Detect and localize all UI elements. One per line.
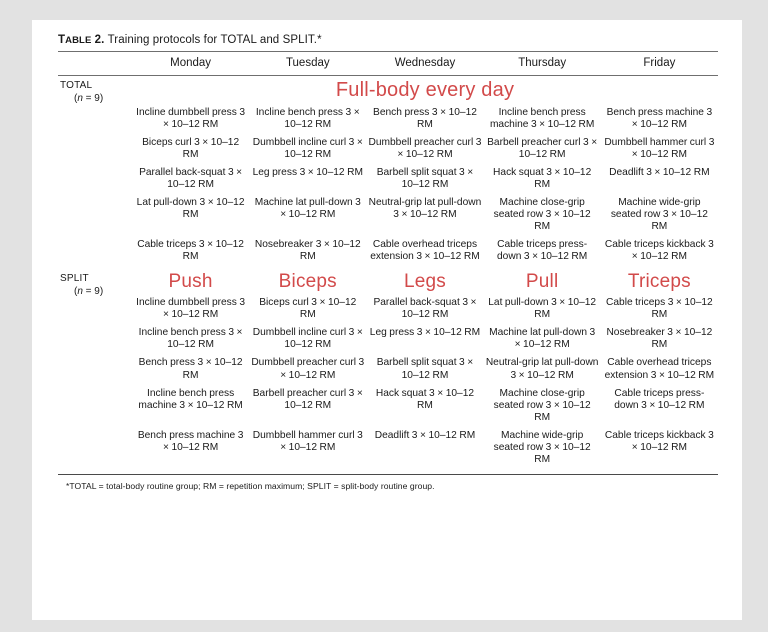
total-banner-row [58,76,718,107]
column-header-tuesday: Tuesday [285,57,330,69]
group-n-total: (n = 9) [74,92,104,104]
cell-total-r4-wednesday: Neutral-grip lat pull-down 3 × 10–12 RM [368,197,482,221]
cell-total-r2-thursday: Barbell preacher curl 3 × 10–12 RM [487,137,598,161]
cell-total-r1-friday: Bench press machine 3 × 10–12 RM [606,107,713,131]
split-title-legs-text: Legs [403,271,446,293]
table-label-smallcaps: ABLE [65,35,92,46]
cell-split-r2-legs: Leg press 3 × 10–12 RM [369,327,481,339]
cell-split-r1-push: Incline dumbbell press 3 × 10–12 RM [136,297,246,321]
group-split [58,269,718,471]
group-label-split [58,269,132,471]
table-row [58,197,718,239]
cell-total-r4-thursday: Machine close-grip seated row 3 × 10–12 RM [493,197,591,233]
table-number: 2. [91,34,105,46]
cell-total-r2-friday: Dumbbell hammer curl 3 × 10–12 RM [604,137,715,161]
column-header-thursday: Thursday [518,57,567,69]
cell-split-r5-biceps: Dumbbell hammer curl 3 × 10–12 RM [252,429,363,453]
cell-split-r3-pull: Neutral-grip lat pull-down 3 × 10–12 RM [485,357,599,381]
cell-total-r1-wednesday: Bench press 3 × 10–12 RM [373,107,477,131]
group-name-total: TOTAL [60,80,93,91]
cell-split-r1-biceps: Biceps curl 3 × 10–12 RM [259,297,357,321]
table-row [58,239,718,269]
group-n-value: = 9) [82,92,104,104]
cell-split-r5-push: Bench press machine 3 × 10–12 RM [137,429,244,453]
table-row [58,430,718,472]
table-label [58,34,104,46]
split-column-title-push [132,269,249,297]
table-caption [58,34,718,46]
table-row [58,107,718,137]
group-label-total [58,76,132,269]
group-n-value: = 9) [82,285,104,297]
table-head [58,52,718,75]
cell-split-r4-push: Incline bench press machine 3 × 10–12 RM [138,387,243,411]
cell-split-r3-push: Bench press 3 × 10–12 RM [138,357,243,381]
cell-total-r4-friday: Machine wide-grip seated row 3 × 10–12 RM [610,197,708,233]
cell-split-r5-triceps: Cable triceps kickback 3 × 10–12 RM [604,429,714,453]
cell-split-r4-legs: Hack squat 3 × 10–12 RM [375,387,475,411]
group-n-split: (n = 9) [74,285,104,297]
column-header-monday: Monday [170,57,212,69]
table-row [58,167,718,197]
total-banner-text: Full-body every day [335,79,515,101]
cell-total-r3-wednesday: Barbell split squat 3 × 10–12 RM [376,167,474,191]
cell-split-r2-biceps: Dumbbell incline curl 3 × 10–12 RM [252,327,363,351]
cell-total-r5-tuesday: Nosebreaker 3 × 10–12 RM [254,239,361,263]
table-row [58,297,718,327]
cell-total-r5-friday: Cable triceps kickback 3 × 10–12 RM [604,239,714,263]
split-title-pull-text: Pull [525,271,559,293]
table-label-lead: T [58,34,66,46]
cell-total-r5-wednesday: Cable overhead triceps extension 3 × 10–12 RM [370,239,480,263]
cell-split-r1-pull: Lat pull-down 3 × 10–12 RM [488,297,597,321]
cell-total-r4-monday: Lat pull-down 3 × 10–12 RM [136,197,245,221]
table-footnote: *TOTAL = total-body routine group; RM = repetition maximum; SPLIT = split-body routine group. [66,480,435,491]
cell-total-r4-tuesday: Machine lat pull-down 3 × 10–12 RM [254,197,361,221]
cell-total-r3-thursday: Hack squat 3 × 10–12 RM [493,167,592,191]
paper-sheet [32,20,742,620]
cell-split-r1-legs: Parallel back-squat 3 × 10–12 RM [373,297,477,321]
cell-total-r1-thursday: Incline bench press machine 3 × 10–12 RM [489,107,595,131]
cell-split-r1-triceps: Cable triceps 3 × 10–12 RM [606,297,713,321]
cell-split-r2-triceps: Nosebreaker 3 × 10–12 RM [606,327,713,351]
training-protocols-table [58,52,718,75]
cell-split-r3-biceps: Dumbbell preacher curl 3 × 10–12 RM [251,357,365,381]
cell-total-r3-friday: Deadlift 3 × 10–12 RM [609,167,710,179]
cell-total-r3-monday: Parallel back-squat 3 × 10–12 RM [139,167,243,191]
split-title-push-text: Push [168,271,213,293]
cell-split-r5-pull: Machine wide-grip seated row 3 × 10–12 RM [493,429,591,465]
cell-total-r5-monday: Cable triceps 3 × 10–12 RM [137,239,244,263]
table-row [58,137,718,167]
split-column-title-pull [484,269,601,297]
split-banner-row [58,269,718,297]
column-header-wednesday: Wednesday [394,57,456,69]
cell-split-r2-push: Incline bench press 3 × 10–12 RM [138,327,243,351]
table-row [58,388,718,430]
cell-total-r3-tuesday: Leg press 3 × 10–12 RM [252,167,363,179]
header-row [58,52,718,75]
table-row [58,357,718,387]
group-total [58,76,718,269]
cell-total-r2-monday: Biceps curl 3 × 10–12 RM [142,137,240,161]
split-column-title-biceps [249,269,366,297]
table-row [58,327,718,357]
cell-total-r2-wednesday: Dumbbell preacher curl 3 × 10–12 RM [368,137,482,161]
split-column-title-triceps [601,269,718,297]
table-container [58,34,718,491]
cell-split-r4-triceps: Cable triceps press-down 3 × 10–12 RM [614,387,705,411]
cell-split-r4-biceps: Barbell preacher curl 3 × 10–12 RM [252,387,363,411]
group-n-italic: n [77,92,83,104]
cell-split-r2-pull: Machine lat pull-down 3 × 10–12 RM [489,327,596,351]
split-title-triceps-text: Triceps [627,271,691,293]
cell-total-r5-thursday: Cable triceps press-down 3 × 10–12 RM [497,239,588,263]
cell-total-r1-tuesday: Incline bench press 3 × 10–12 RM [255,107,360,131]
total-banner-cell [132,76,718,107]
table-body-total-split [58,76,718,472]
column-header-friday: Friday [643,57,676,69]
header-corner-cell [58,52,132,75]
cell-total-r1-monday: Incline dumbbell press 3 × 10–12 RM [136,107,246,131]
group-n-italic: n [77,285,83,297]
cell-split-r3-legs: Barbell split squat 3 × 10–12 RM [376,357,474,381]
split-title-biceps-text: Biceps [278,271,337,293]
cell-split-r5-legs: Deadlift 3 × 10–12 RM [374,429,476,441]
split-column-title-legs [366,269,483,297]
table-caption-text: Training protocols for TOTAL and SPLIT.* [104,34,322,46]
cell-split-r3-triceps: Cable overhead triceps extension 3 × 10–12 RM [604,357,715,381]
cell-split-r4-pull: Machine close-grip seated row 3 × 10–12 RM [493,387,591,423]
cell-total-r2-tuesday: Dumbbell incline curl 3 × 10–12 RM [252,137,363,161]
group-name-split: SPLIT [60,273,89,285]
